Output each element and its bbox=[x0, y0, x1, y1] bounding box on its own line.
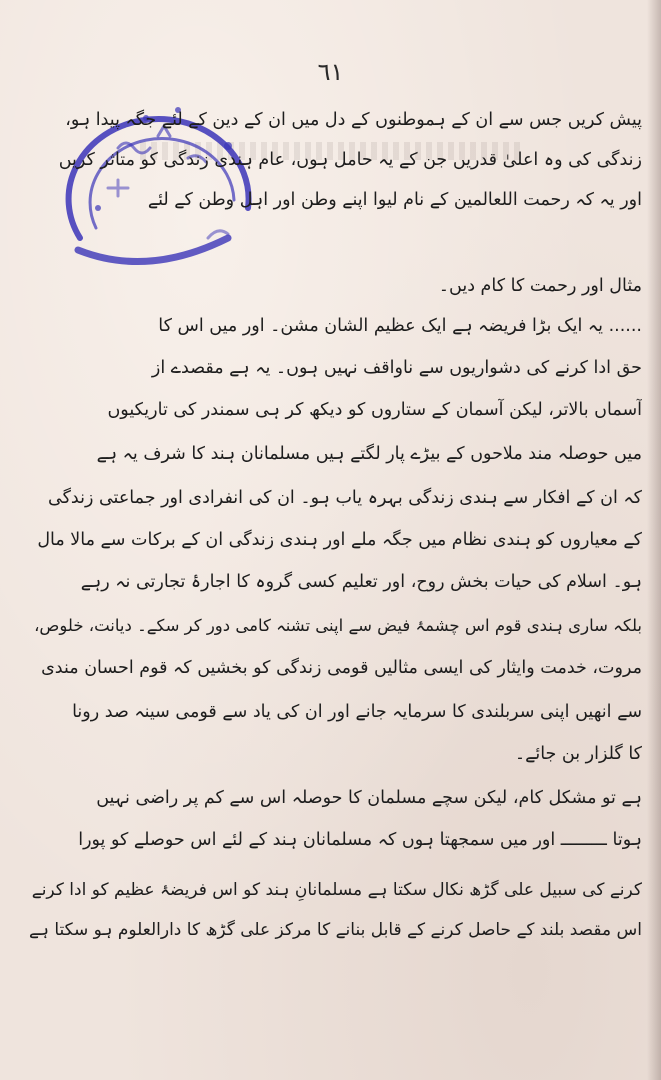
text-line: بلکہ ساری ہندی قوم اس چشمۂ فیض سے اپنی تشنہ کامی دور کر سکے۔ دیانت، خلوص، bbox=[34, 616, 642, 635]
text-line: میں حوصلہ مند ملاحوں کے بیڑے پار لگتے ہیں مسلمانان ہند کا شرف یہ ہے bbox=[96, 444, 642, 464]
text-line: ہے تو مشکل کام، لیکن سچے مسلمان کا حوصلہ اس سے کم پر راضی نہیں bbox=[96, 788, 642, 808]
text-line: اور یہ کہ رحمت اللعالمین کے نام لیوا اپنے وطن اور اہل وطن کے لئے bbox=[147, 190, 642, 210]
text-line: سے انھیں اپنی سربلندی کا سرمایہ جانے اور ان کی یاد سے قومی سینہ صد رونا bbox=[72, 702, 642, 722]
text-line: کرنے کی سبیل علی گڑھ نکال سکتا ہے مسلمانانِ ہند کو اس فریضۂ عظیم کو ادا کرنے bbox=[31, 880, 642, 900]
text-line: کہ ان کے افکار سے ہندی زندگی بہرہ یاب ہو۔ ان کی انفرادی اور جماعتی زندگی bbox=[47, 488, 642, 508]
text-line: ...... یہ ایک بڑا فریضہ ہے ایک عظیم الشان مشن۔ اور میں اس کا bbox=[158, 316, 642, 336]
text-line: زندگی کی وہ اعلیٰ قدریں جن کے یہ حامل ہوں، عام ہندی زندگی کو متاثر کریں bbox=[58, 150, 642, 170]
page-number: ٦١ bbox=[317, 58, 344, 86]
text-line: ہوتا ـــــــــ اور میں سمجھتا ہوں کہ مسلمانان ہند کے لئے اس حوصلے کو پورا bbox=[78, 830, 642, 850]
text-line: حق ادا کرنے کی دشواریوں سے ناواقف نہیں ہوں۔ یہ ہے مقصدے از bbox=[151, 358, 642, 378]
text-line: کے معیاروں کو ہندی نظام میں جگہ ملے اور ہندی زندگی ان کے برکات سے مالا مال bbox=[37, 530, 642, 550]
text-line: اس مقصد بلند کے حاصل کرنے کے قابل بنانے کا مرکز علی گڑھ کا دارالعلوم ہو سکتا ہے bbox=[29, 920, 642, 940]
page-edge-shadow bbox=[647, 0, 661, 1080]
text-line: مروت، خدمت وایثار کی ایسی مثالیں قومی زندگی کو بخشیں کہ قوم احسان مندی bbox=[41, 658, 642, 678]
text-line: آسماں بالاتر، لیکن آسمان کے ستاروں کو دیکھ کر ہی سمندر کی تاریکیوں bbox=[107, 400, 642, 420]
text-line: ہو۔ اسلام کی حیات بخش روح، اور تعلیم کسی گروہ کا اجارۂ تجارتی نہ رہے bbox=[80, 572, 642, 592]
text-line: مثال اور رحمت کا کام دیں۔ bbox=[438, 276, 642, 296]
text-line: پیش کریں جس سے ان کے ہموطنوں کے دل میں ان کے دین کے لئے جگہ پیدا ہو، bbox=[65, 110, 642, 130]
text-line: کا گلزار بن جائے۔ bbox=[514, 744, 642, 764]
